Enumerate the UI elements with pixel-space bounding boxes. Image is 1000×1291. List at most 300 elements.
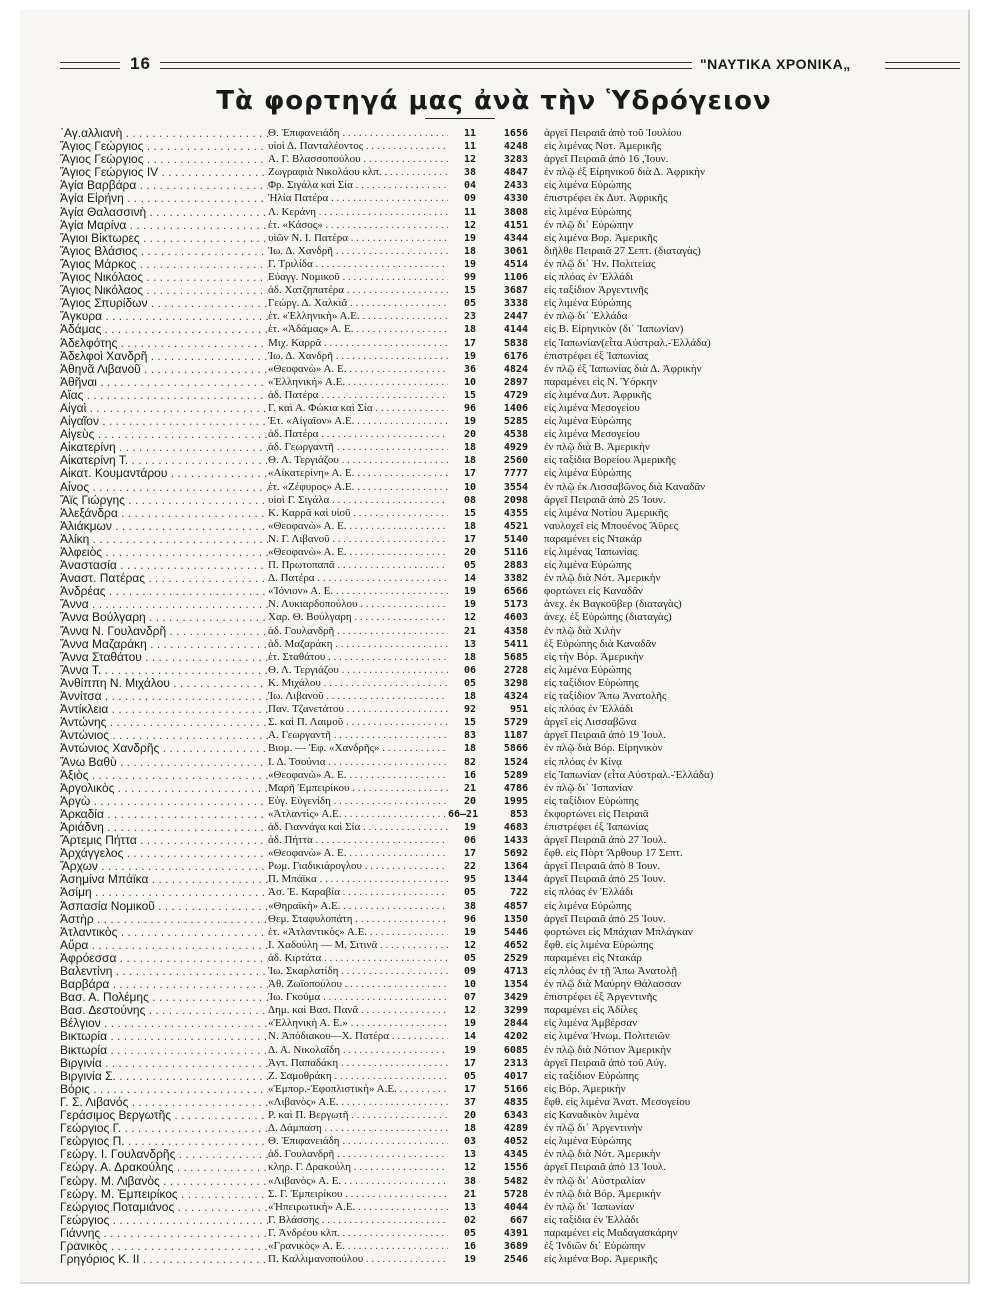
ship-tonnage: 4835: [503, 1096, 528, 1108]
ship-status: ἐν πλῷ δι᾿ Ἡν. Πολιτείας: [544, 257, 656, 270]
ship-name: Ἀσπασία Νομικοῦ . . .: [60, 900, 268, 913]
ship-status: εἰς λιμένα Μεσογείου: [544, 401, 640, 414]
ship-tonnage: 1364: [503, 861, 528, 873]
ship-tonnage: 4729: [503, 389, 528, 401]
ship-year: 23: [463, 311, 476, 323]
ship-row: [60, 494, 960, 507]
ship-status: ἀργεῖ Πειραιᾶ ἀπὸ 19 Ἰουλ.: [544, 729, 667, 742]
ship-owner: «Ἰόνιον» Α. Ε. . . .: [268, 585, 448, 598]
ship-owner: ἀδ. Μαζαράκη . . .: [268, 638, 448, 651]
ship-year: 19: [463, 926, 476, 938]
ship-status: εἰς λιμένα Εὐρώπης: [544, 415, 632, 428]
ship-owner: «Θεοφανὼ» Α. Ε. . . .: [268, 769, 448, 782]
ship-status: ἐν πλῷ ἐκ Λισσαβῶνος διὰ Καναδᾶν: [544, 480, 706, 493]
ship-name: Βικτωρία . . .: [60, 1030, 268, 1043]
ship-row: [60, 913, 960, 926]
ship-row: [60, 481, 960, 494]
ship-tonnage: 5866: [503, 743, 528, 755]
ship-owner: Ἰω. Γκούμα . . .: [268, 991, 448, 1004]
header-rule-left: [60, 62, 120, 69]
ship-row: [60, 389, 960, 402]
ship-row: [60, 1070, 960, 1083]
ship-year: 20: [463, 1110, 476, 1122]
ship-row: [60, 703, 960, 716]
ship-owner: Ἠλία Πατέρα . . .: [268, 192, 448, 205]
ship-tonnage: 2098: [503, 494, 528, 506]
ship-status: παραμένει εἰς Ντακάρ: [544, 532, 642, 545]
ship-row: [60, 939, 960, 952]
title-underline: [425, 118, 495, 119]
ship-owner: υἱοὶ Δ. Πανταλέοντος . . .: [268, 140, 448, 153]
ship-tonnage: 3808: [503, 206, 528, 218]
ship-row: [60, 991, 960, 1004]
ship-name: Αἰγαὶ . . .: [60, 402, 268, 415]
ship-status: ἐν πλῷ δι᾿ Ἀργεντινὴν: [544, 1122, 643, 1135]
ship-name: Ἄννα Τ. . . .: [60, 664, 268, 677]
ship-status: ἐν πλῷ διὰ Νότ. Ἀμερικὴν: [544, 572, 661, 585]
ship-row: [60, 284, 960, 297]
ship-row: [60, 219, 960, 232]
ship-status: φορτώνει εἰς Μπάχιαν Μπλάγκαν: [544, 925, 693, 938]
ship-row: [60, 782, 960, 795]
ship-owner: υἱῶν Ν. Ι. Πατέρα . . .: [268, 232, 448, 245]
ship-status: ἐν πλῷ διὰ Β. Ἀμερικὴν: [544, 441, 650, 454]
ship-owner: «Ἑλληνικὴ Α. Ε.» . . .: [268, 1017, 448, 1030]
ship-tonnage: 3429: [503, 992, 528, 1004]
ship-row: [60, 847, 960, 860]
ship-status: ἐξ Εὐρώπης διὰ Καναδᾶν: [544, 637, 657, 650]
ship-row: [60, 1148, 960, 1161]
ship-tonnage: 5728: [503, 1188, 528, 1200]
ship-row: [60, 1109, 960, 1122]
ship-tonnage: 1187: [503, 730, 528, 742]
ship-owner: Ζ. Σαμοθράκη . . .: [268, 1070, 448, 1083]
ship-tonnage: 5446: [503, 926, 528, 938]
ship-status: ἐν πλῷ δι᾿ Εὐρώπην: [544, 218, 633, 231]
ship-year: 09: [463, 193, 476, 205]
ship-row: [60, 1240, 960, 1253]
ship-year: 19: [463, 416, 476, 428]
ship-row: [60, 179, 960, 192]
ship-owner: Σ. καὶ Π. Λαιμοῦ . . .: [268, 716, 448, 729]
ship-year: 12: [463, 1162, 476, 1174]
ship-year: 05: [463, 677, 476, 689]
ship-owner: Ι. Χαδούλη — Μ. Σιτινᾶ . . .: [268, 939, 448, 952]
ship-row: [60, 1057, 960, 1070]
ship-status: ἀργεῖ Πειραιᾶ ἀπὸ τοῦ Αὐγ.: [544, 1056, 667, 1069]
ship-tonnage: 1433: [503, 835, 528, 847]
ship-name: Ἀρχάγγελος . . .: [60, 847, 268, 860]
ship-status: εἰς λιμένα Εὐρώπης: [544, 297, 632, 310]
ship-owner: ἀδ. Χατζηπατέρα . . .: [268, 284, 448, 297]
ship-tonnage: 3689: [503, 1240, 528, 1252]
ship-row: [60, 690, 960, 703]
ship-row: [60, 598, 960, 611]
ship-status: ἀργεῖ Πειραιᾶ ἀπὸ 25 Ἰουν.: [544, 493, 666, 506]
ship-year: 19: [463, 1018, 476, 1030]
ship-row: [60, 808, 960, 821]
ship-status: διῆλθε Πειραιᾶ 27 Σεπτ. (διαταγὰς): [544, 244, 701, 257]
ship-year: 03: [463, 1136, 476, 1148]
ship-name: Βόρις . . .: [60, 1083, 268, 1096]
ship-owner: ἀδ. Γουλανδρῆ . . .: [268, 1148, 448, 1161]
ship-tonnage: 951: [509, 704, 528, 716]
ship-year: 07: [463, 992, 476, 1004]
ship-owner: Ἀθ. Ζωϊοπούλου . . .: [268, 978, 448, 991]
ship-year: 17: [463, 1057, 476, 1069]
ship-tonnage: 4514: [503, 258, 528, 270]
ship-name: Ἄρχων . . .: [60, 860, 268, 873]
ship-year: 19: [463, 586, 476, 598]
ship-owner: Θεμ. Σταφυλοπάτη . . .: [268, 913, 448, 926]
ship-name: Ἄννα Σταθάτου . . .: [60, 651, 268, 664]
ship-name: Ἀντώνιος Χανδρῆς . . .: [60, 742, 268, 755]
ship-owner: Γ. Ἀνδρέου κλπ. . . .: [268, 1227, 448, 1240]
ship-year: 13: [463, 1201, 476, 1213]
ship-year: 09: [463, 966, 476, 977]
ship-row: [60, 1161, 960, 1174]
ship-row: [60, 297, 960, 310]
ship-status: ἔφθ. εἰς λιμένα Ἀνατ. Μεσογείου: [544, 1095, 691, 1108]
ship-name: Αἰκατερίνη . . .: [60, 441, 268, 454]
ship-owner: Α. Γ. Βλασσοπούλου . . .: [268, 153, 448, 166]
ship-tonnage: 4603: [503, 612, 528, 624]
ship-name: Ἀθῆναι . . .: [60, 376, 268, 389]
ship-owner: Παν. Τζανετάτου . . .: [268, 703, 448, 716]
ship-name: Ἄϊς Γιώργης . . .: [60, 494, 268, 507]
ship-name: Ἅγιος Γεώργιος IV . . .: [60, 166, 268, 179]
ship-owner: Μιχ. Καρρᾶ . . .: [268, 337, 448, 350]
ship-year: 06: [463, 664, 476, 676]
ship-status: εἰς λιμένα Εὐρώπης: [544, 467, 632, 480]
ship-status: ἐπιστρέφει ἐξ Ἰαπωνίας: [544, 820, 649, 833]
ship-tonnage: 4017: [503, 1070, 528, 1082]
ship-row: [60, 507, 960, 520]
ship-tonnage: 4202: [503, 1031, 528, 1043]
ship-row: [60, 611, 960, 624]
ship-name: Γρανικὸς . . .: [60, 1240, 268, 1253]
ship-row: [60, 677, 960, 690]
ship-name: Ἄννα . . .: [60, 598, 268, 611]
ship-year: 18: [463, 324, 476, 336]
ship-name: Ἄγκυρα . . .: [60, 310, 268, 323]
ship-tonnage: 2897: [503, 376, 528, 388]
ship-status: ἐν πλῷ διὰ Βόρ. Εἰρηνικὸν: [544, 742, 663, 755]
ship-tonnage: 5692: [503, 848, 528, 860]
ship-year: 37: [463, 1096, 476, 1108]
ship-tonnage: 1556: [503, 1162, 528, 1174]
ship-status: ἀργεῖ Πειραιᾶ ἀπὸ 13 Ἰουλ.: [544, 1161, 667, 1174]
ship-year: 15: [463, 285, 476, 297]
ship-status: εἰς λιμένα Εὐρώπης: [544, 205, 632, 218]
ship-tonnage: 5140: [503, 533, 528, 545]
ship-owner: ἀδ. Πήττα . . .: [268, 834, 448, 847]
ship-status: ἐν πλῷ διὰ Νότιον Ἀμερικὴν: [544, 1043, 672, 1056]
ship-status: εἰς Β. Εἰρηνικὸν (δι᾿ Ἰαπωνίαν): [544, 323, 684, 336]
ship-owner: ἑτ. «Ἀτλαντικὸς» Α.Ε. . . .: [268, 926, 448, 939]
ship-status: εἰς λιμένα Εὐρώπης: [544, 1135, 632, 1148]
ship-row: [60, 206, 960, 219]
ship-name: Ἀξιὸς . . .: [60, 769, 268, 782]
ship-tonnage: 2844: [503, 1018, 528, 1030]
header-rule-right: [885, 62, 960, 69]
ship-name: Βέλγιον . . .: [60, 1017, 268, 1030]
ship-year: 21: [463, 782, 476, 794]
ship-tonnage: 4324: [503, 691, 528, 703]
ship-row: [60, 363, 960, 376]
ship-row: [60, 873, 960, 886]
ship-row: [60, 1030, 960, 1043]
ship-year: 20: [463, 547, 476, 558]
ship-year: 05: [463, 298, 476, 310]
ship-tonnage: 6176: [503, 350, 528, 362]
ship-row: [60, 337, 960, 350]
ship-row: [60, 323, 960, 336]
ship-row: [60, 965, 960, 978]
ship-year: 12: [463, 612, 476, 624]
ship-status: εἰς λιμένα Δυτ. Ἀφρικῆς: [544, 388, 652, 401]
ship-row: [60, 585, 960, 598]
ship-row: [60, 900, 960, 913]
ship-owner: Ν. Γ. Λιβανοῦ . . .: [268, 533, 448, 546]
ship-name: Ἀλίκη . . .: [60, 533, 268, 546]
ship-tonnage: 3382: [503, 573, 528, 585]
ship-owner: Ἀσ. Ἐ. Καραβία . . .: [268, 886, 448, 899]
ship-name: Ἅγιος Νικόλαος . . .: [60, 271, 268, 284]
ship-owner: ἀδ. Γιαννάγα καὶ Σία . . .: [268, 821, 448, 834]
ship-owner: Κ. Μιχάλου . . .: [268, 677, 448, 690]
ship-name: Ἀσίμη . . .: [60, 886, 268, 899]
ship-row: [60, 520, 960, 533]
ship-tonnage: 4786: [503, 782, 528, 794]
ship-status: εἰς Ἰαπωνίαν (εἶτα Αὐστραλ.-Ἑλλάδα): [544, 768, 714, 781]
ship-tonnage: 2313: [503, 1057, 528, 1069]
ship-year: 20: [463, 795, 476, 807]
article-title: Τὰ φορτηγά μας ἀνὰ τὴν Ὑδρόγειον: [216, 86, 772, 116]
ship-owner: Θ. Λ. Τεργιάζου . . .: [268, 454, 448, 467]
ship-status: εἰς λιμένα Μεσογείου: [544, 428, 640, 441]
ship-status: ἐν πλῷ διὰ Νότ. Ἀμερικὴν: [544, 1148, 661, 1161]
ship-tonnage: 2546: [503, 1254, 528, 1266]
ship-status: ἐκφορτώνει εἰς Πειραιᾶ: [544, 807, 649, 820]
ship-row: [60, 232, 960, 245]
ship-tonnage: 3338: [503, 298, 528, 310]
ship-name: Ἄρτεμις Πήττα . . .: [60, 834, 268, 847]
ship-owner: «Λιβανὸς» Α. Ε. . . .: [268, 1175, 448, 1188]
ship-owner: Ζωγραφιὰ Νικολάου κλπ. . . . .: [268, 166, 448, 179]
ship-row: [60, 756, 960, 769]
ship-status: ἐν πλῷ δι᾿ Ἰαπωνίαν: [544, 1200, 635, 1213]
ship-year: 83: [463, 730, 476, 742]
ship-owner: Κ. Καρρᾶ καὶ υἱοῦ . . .: [268, 507, 448, 520]
ship-status: εἰς λιμένα Ἡνωμ. Πολιτειῶν: [544, 1030, 670, 1043]
ship-row: [60, 664, 960, 677]
ship-name: Ἀδάμας . . .: [60, 323, 268, 336]
ship-row: [60, 166, 960, 179]
ship-owner: Φρ. Σιγάλα καὶ Σία . . .: [268, 179, 448, 192]
ship-row: [60, 625, 960, 638]
ship-status: ἀργεῖ Πειραιᾶ ἀπὸ 16 ,Ἰουν.: [544, 153, 669, 166]
ship-status: εἰς Καναδικὸν λιμένα: [544, 1109, 640, 1122]
ship-owner: ἀδ. Γουλανδρῆ . . .: [268, 625, 448, 638]
ship-owner: Θ. Ἐπιφανειάδη . . .: [268, 1135, 448, 1148]
ship-owner: ἑτ. «Ἑλληνικὴ» Α.Ε. . . .: [268, 310, 448, 323]
ship-tonnage: 2560: [503, 455, 528, 467]
ship-year: 17: [463, 848, 476, 860]
ship-row: [60, 926, 960, 939]
ship-owner: Γ. καὶ Α. Φώκια καὶ Σία . . .: [268, 402, 448, 415]
ship-year: 18: [463, 651, 476, 663]
ship-row: [60, 441, 960, 454]
ship-owner: Εὐγ. Εὐγενίδη . . .: [268, 795, 448, 808]
ship-tonnage: 1406: [503, 402, 528, 414]
ship-row: [60, 467, 960, 480]
ship-owner: Ἰω. Δ. Χανδρῆ . . .: [268, 350, 448, 363]
ship-status: ἔφθ. εἰς λιμένα Εὐρώπης: [544, 938, 654, 951]
ship-year: 14: [463, 1031, 476, 1043]
ship-year: 14: [463, 573, 476, 585]
ship-year: 05: [463, 887, 476, 899]
ship-year: 19: [463, 599, 476, 611]
ship-status: ἐπιστρέφει ἐξ Ἰαπωνίας: [544, 349, 649, 362]
ship-status: ἐπιστρέφει ἐξ Ἀργεντινῆς: [544, 991, 657, 1004]
ship-year: 16: [463, 769, 476, 781]
ship-owner: κληρ. Γ. Δρακούλη . . .: [268, 1161, 448, 1174]
ship-row: [60, 428, 960, 441]
ship-name: Ἀθηνᾶ Λιβανοῦ . . .: [60, 363, 268, 376]
ship-row: [60, 533, 960, 546]
ship-year: 96: [463, 402, 476, 414]
ship-tonnage: 4683: [503, 821, 528, 833]
ship-name: Ἅγιος Βλάσιος . . .: [60, 245, 268, 258]
ship-tonnage: 667: [509, 1214, 528, 1226]
ship-row: [60, 821, 960, 834]
ship-owner: ἀδ. Πατέρα . . .: [268, 428, 448, 441]
ship-status: ἀργεῖ εἰς Λισσαβῶνα: [544, 716, 637, 729]
ship-name: Γεώργ. Μ. Ἐμπειρίκος . . .: [60, 1188, 268, 1201]
ship-status: εἰς πλόας ἐν τῇ Ἄπω Ἀνατολῇ: [544, 965, 678, 977]
ship-name: Ἀφρόεσσα . . .: [60, 952, 268, 965]
ship-year: 05: [463, 1070, 476, 1082]
ship-year: 18: [463, 442, 476, 454]
ship-row: [60, 742, 960, 755]
ship-year: 17: [463, 533, 476, 545]
ship-tonnage: 5729: [503, 717, 528, 729]
ship-owner: «Θεοφανὼ» Α. Ε. . . .: [268, 546, 448, 559]
ship-owner: Π. Πρωτοπαπᾶ . . .: [268, 559, 448, 572]
ship-year: 20: [463, 429, 476, 441]
ship-tonnage: 4713: [503, 966, 528, 977]
ship-tonnage: 4044: [503, 1201, 528, 1213]
ship-name: Ἀρκαδία . . .: [60, 808, 268, 821]
ship-row: [60, 153, 960, 166]
ship-name: Ἄνω Βαθὺ . . .: [60, 756, 268, 769]
ship-name: Αἴας . . .: [60, 389, 268, 402]
ship-status: φορτώνει εἰς Καναδᾶν: [544, 585, 643, 598]
ship-row: [60, 402, 960, 415]
ship-status: εἰς ταξίδιον Εὐρώπης: [544, 676, 639, 689]
ship-row: [60, 651, 960, 664]
ship-tonnage: 4144: [503, 324, 528, 336]
ship-status: ἀνεχ. ἐκ Βαγκοῦβερ (διαταγὰς): [544, 598, 682, 611]
ship-name: Γεώργ. Ι. Γουλανδρῆς . . .: [60, 1148, 268, 1161]
ship-status: ἐν πλῷ διὰ Μαύρην Θάλασσαν: [544, 978, 682, 991]
ship-owner: Ν. Λυκιαρδοπούλου . . .: [268, 598, 448, 611]
ship-row: [60, 860, 960, 873]
ship-tonnage: 4391: [503, 1227, 528, 1239]
ship-year: 08: [463, 494, 476, 506]
ship-name: Ἅγιος Νικόλαος . . .: [60, 284, 268, 297]
ship-name: Αἶνος . . .: [60, 481, 268, 494]
ship-year: 05: [463, 952, 476, 964]
ship-row: [60, 1253, 960, 1266]
ship-year: 92: [463, 704, 476, 716]
ship-owner: «Θεοφανὼ» Α. Ε. . . .: [268, 520, 448, 533]
ship-owner: Ἀντ. Παπαδάκη . . .: [268, 1057, 448, 1070]
ship-row: [60, 350, 960, 363]
ship-row: [60, 1017, 960, 1030]
ship-status: ἀργεῖ Πειραιᾶ ἀπὸ 25 Ἰουν.: [544, 912, 666, 925]
ship-name: Ἄννα Μαζαράκη . . .: [60, 638, 268, 651]
ship-name: Γεώργιος . . .: [60, 1214, 268, 1227]
ship-name: Γιάννης . . .: [60, 1227, 268, 1240]
ship-tonnage: 4248: [503, 141, 528, 153]
ship-name: Γεώργιος Ποταμιάνος . . .: [60, 1201, 268, 1214]
ship-name: Γεώργιος Π. . . .: [60, 1135, 268, 1148]
ship-name: Βιργινία . . .: [60, 1057, 268, 1070]
ship-status: εἰς ταξίδιον Εὐρώπης: [544, 1069, 639, 1082]
ship-tonnage: 1354: [503, 979, 528, 991]
ship-name: Ἀριάδνη . . .: [60, 821, 268, 834]
ship-row: [60, 546, 960, 559]
ship-tonnage: 4358: [503, 625, 528, 637]
ship-tonnage: 3061: [503, 245, 528, 257]
ship-status: εἰς τὴν Βόρ. Ἀμερικὴν: [544, 650, 644, 663]
ship-owner: Δημ. καὶ Βασ. Πανᾶ . . .: [268, 1004, 448, 1017]
ship-owner: Γ. Βλάσσης . . .: [268, 1214, 448, 1227]
ship-tonnage: 2433: [503, 180, 528, 192]
ship-name: Ἁγία Βαρβάρα . . .: [60, 179, 268, 192]
ship-status: ἐν πλῷ ἐξ Εἰρηνικοῦ διὰ Δ. Ἀφρικὴν: [544, 166, 705, 179]
ship-year: 12: [463, 154, 476, 166]
ship-tonnage: 6343: [503, 1110, 528, 1122]
ship-name: Βιργινία Σ. . . .: [60, 1070, 268, 1083]
ship-year: 82: [463, 756, 476, 768]
ship-owner: «Ἠπειρωτικὴ» Α.Ε. . . .: [268, 1201, 448, 1214]
ship-status: ἐν πλῷ διὰ Χιλὴν: [544, 624, 621, 637]
ship-owner: Π. Καλλιμανοπούλου . . .: [268, 1253, 448, 1266]
ship-owner: «Λιβανὸς» Α.Ε. . . .: [268, 1096, 448, 1109]
ship-year: 18: [463, 455, 476, 467]
ship-name: Ἀννίτσα . . .: [60, 690, 268, 703]
ship-owner: Μαρῆ Ἐμπειρίκου . . .: [268, 782, 448, 795]
ship-status: παραμένει εἰς Ντακάρ: [544, 951, 642, 964]
ship-year: 17: [463, 468, 476, 480]
ship-owner: Ἰω. Λιβανοῦ . . .: [268, 690, 448, 703]
ship-status: ἀργεῖ Πειραιᾶ ἀπὸ 8 Ἰουν.: [544, 860, 661, 873]
ship-name: Ἀστὴρ . . .: [60, 913, 268, 926]
ship-name: Γρηγόριος Κ. ΙΙ . . .: [60, 1253, 268, 1266]
ship-owner: Ρωμ. Γιαδικιάρογλου . . .: [268, 860, 448, 873]
ship-status: εἰς λιμένα Βορ. Ἀμερικῆς: [544, 231, 658, 244]
ship-row: [60, 1122, 960, 1135]
ship-name: Βικτωρία . . .: [60, 1044, 268, 1057]
ship-row: [60, 258, 960, 271]
ship-year: 12: [463, 219, 476, 231]
ship-year: 36: [463, 363, 476, 375]
ship-tonnage: 5173: [503, 599, 528, 611]
ship-name: Ἁγία Θαλασσινὴ . . .: [60, 206, 268, 219]
